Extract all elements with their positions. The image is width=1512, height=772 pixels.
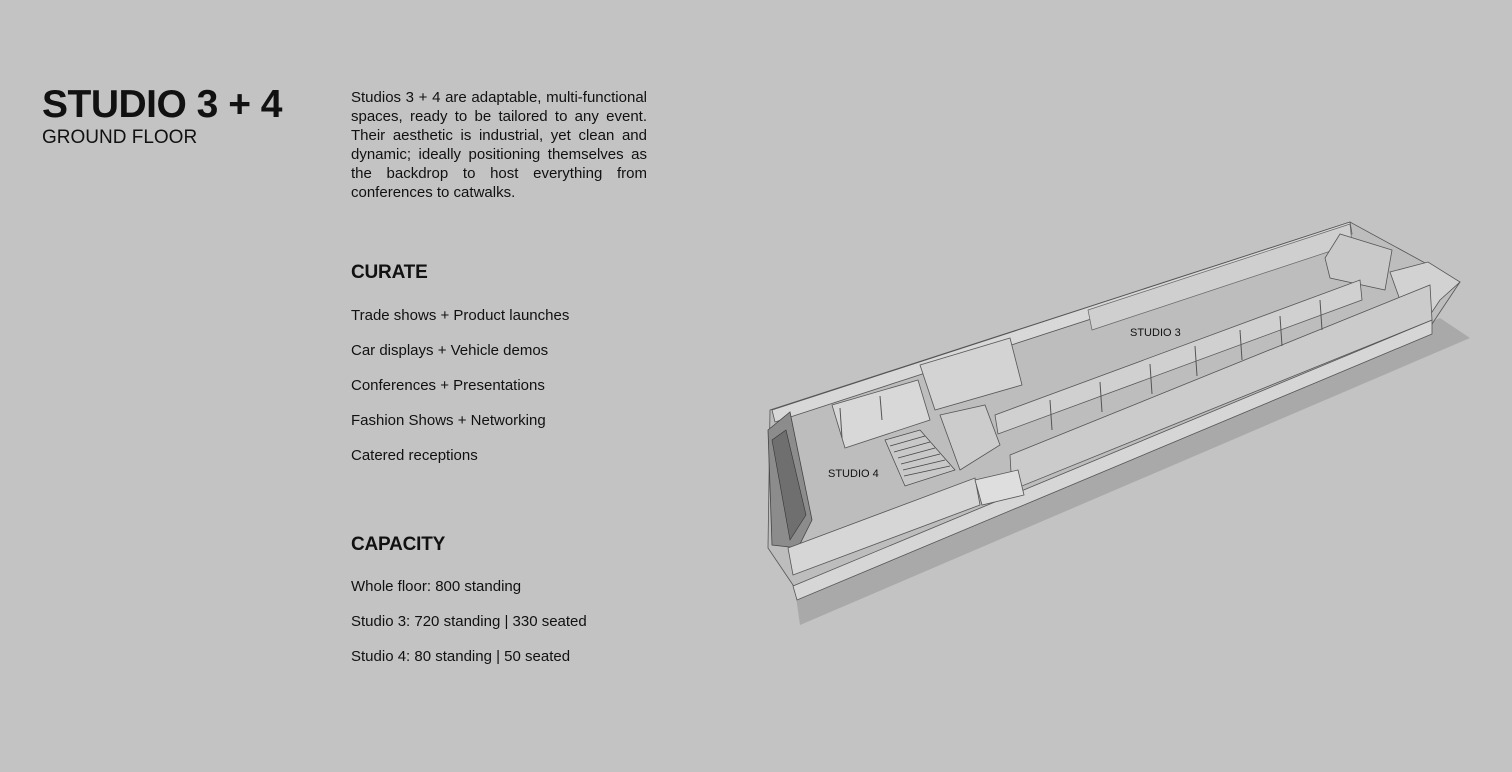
page-subtitle: GROUND FLOOR xyxy=(42,127,198,148)
list-item: Studio 4: 80 standing | 50 seated xyxy=(351,648,571,665)
curate-section xyxy=(351,262,671,466)
list-item: Fashion Shows + Networking xyxy=(351,412,546,429)
floor-plan-drawing xyxy=(750,210,1490,640)
list-item: Car displays + Vehicle demos xyxy=(351,342,549,359)
curate-list xyxy=(351,306,671,466)
studio3-label: STUDIO 3 xyxy=(1130,327,1181,339)
list-item: Catered receptions xyxy=(351,447,478,464)
floor-plan xyxy=(750,210,1490,640)
list-item: Trade shows + Product launches xyxy=(351,307,570,324)
capacity-section xyxy=(351,534,671,667)
studio4-label: STUDIO 4 xyxy=(828,468,879,480)
page-title: STUDIO 3 + 4 xyxy=(42,83,282,126)
capacity-heading: CAPACITY xyxy=(351,534,446,555)
intro-paragraph: Studios 3 + 4 are adaptable, multi-functional spaces, ready to be tailored to any event. Their aesthetic is industrial, yet clean and dynamic; ideally positioning themselves as the backdrop to host everything from conferences to catwalks. xyxy=(351,89,647,201)
list-item: Conferences + Presentations xyxy=(351,377,545,394)
title-block xyxy=(42,83,282,149)
list-item: Studio 3: 720 standing | 330 seated xyxy=(351,613,587,630)
capacity-list xyxy=(351,577,671,667)
intro-block xyxy=(351,88,647,202)
curate-heading: CURATE xyxy=(351,262,428,283)
list-item: Whole floor: 800 standing xyxy=(351,578,522,595)
